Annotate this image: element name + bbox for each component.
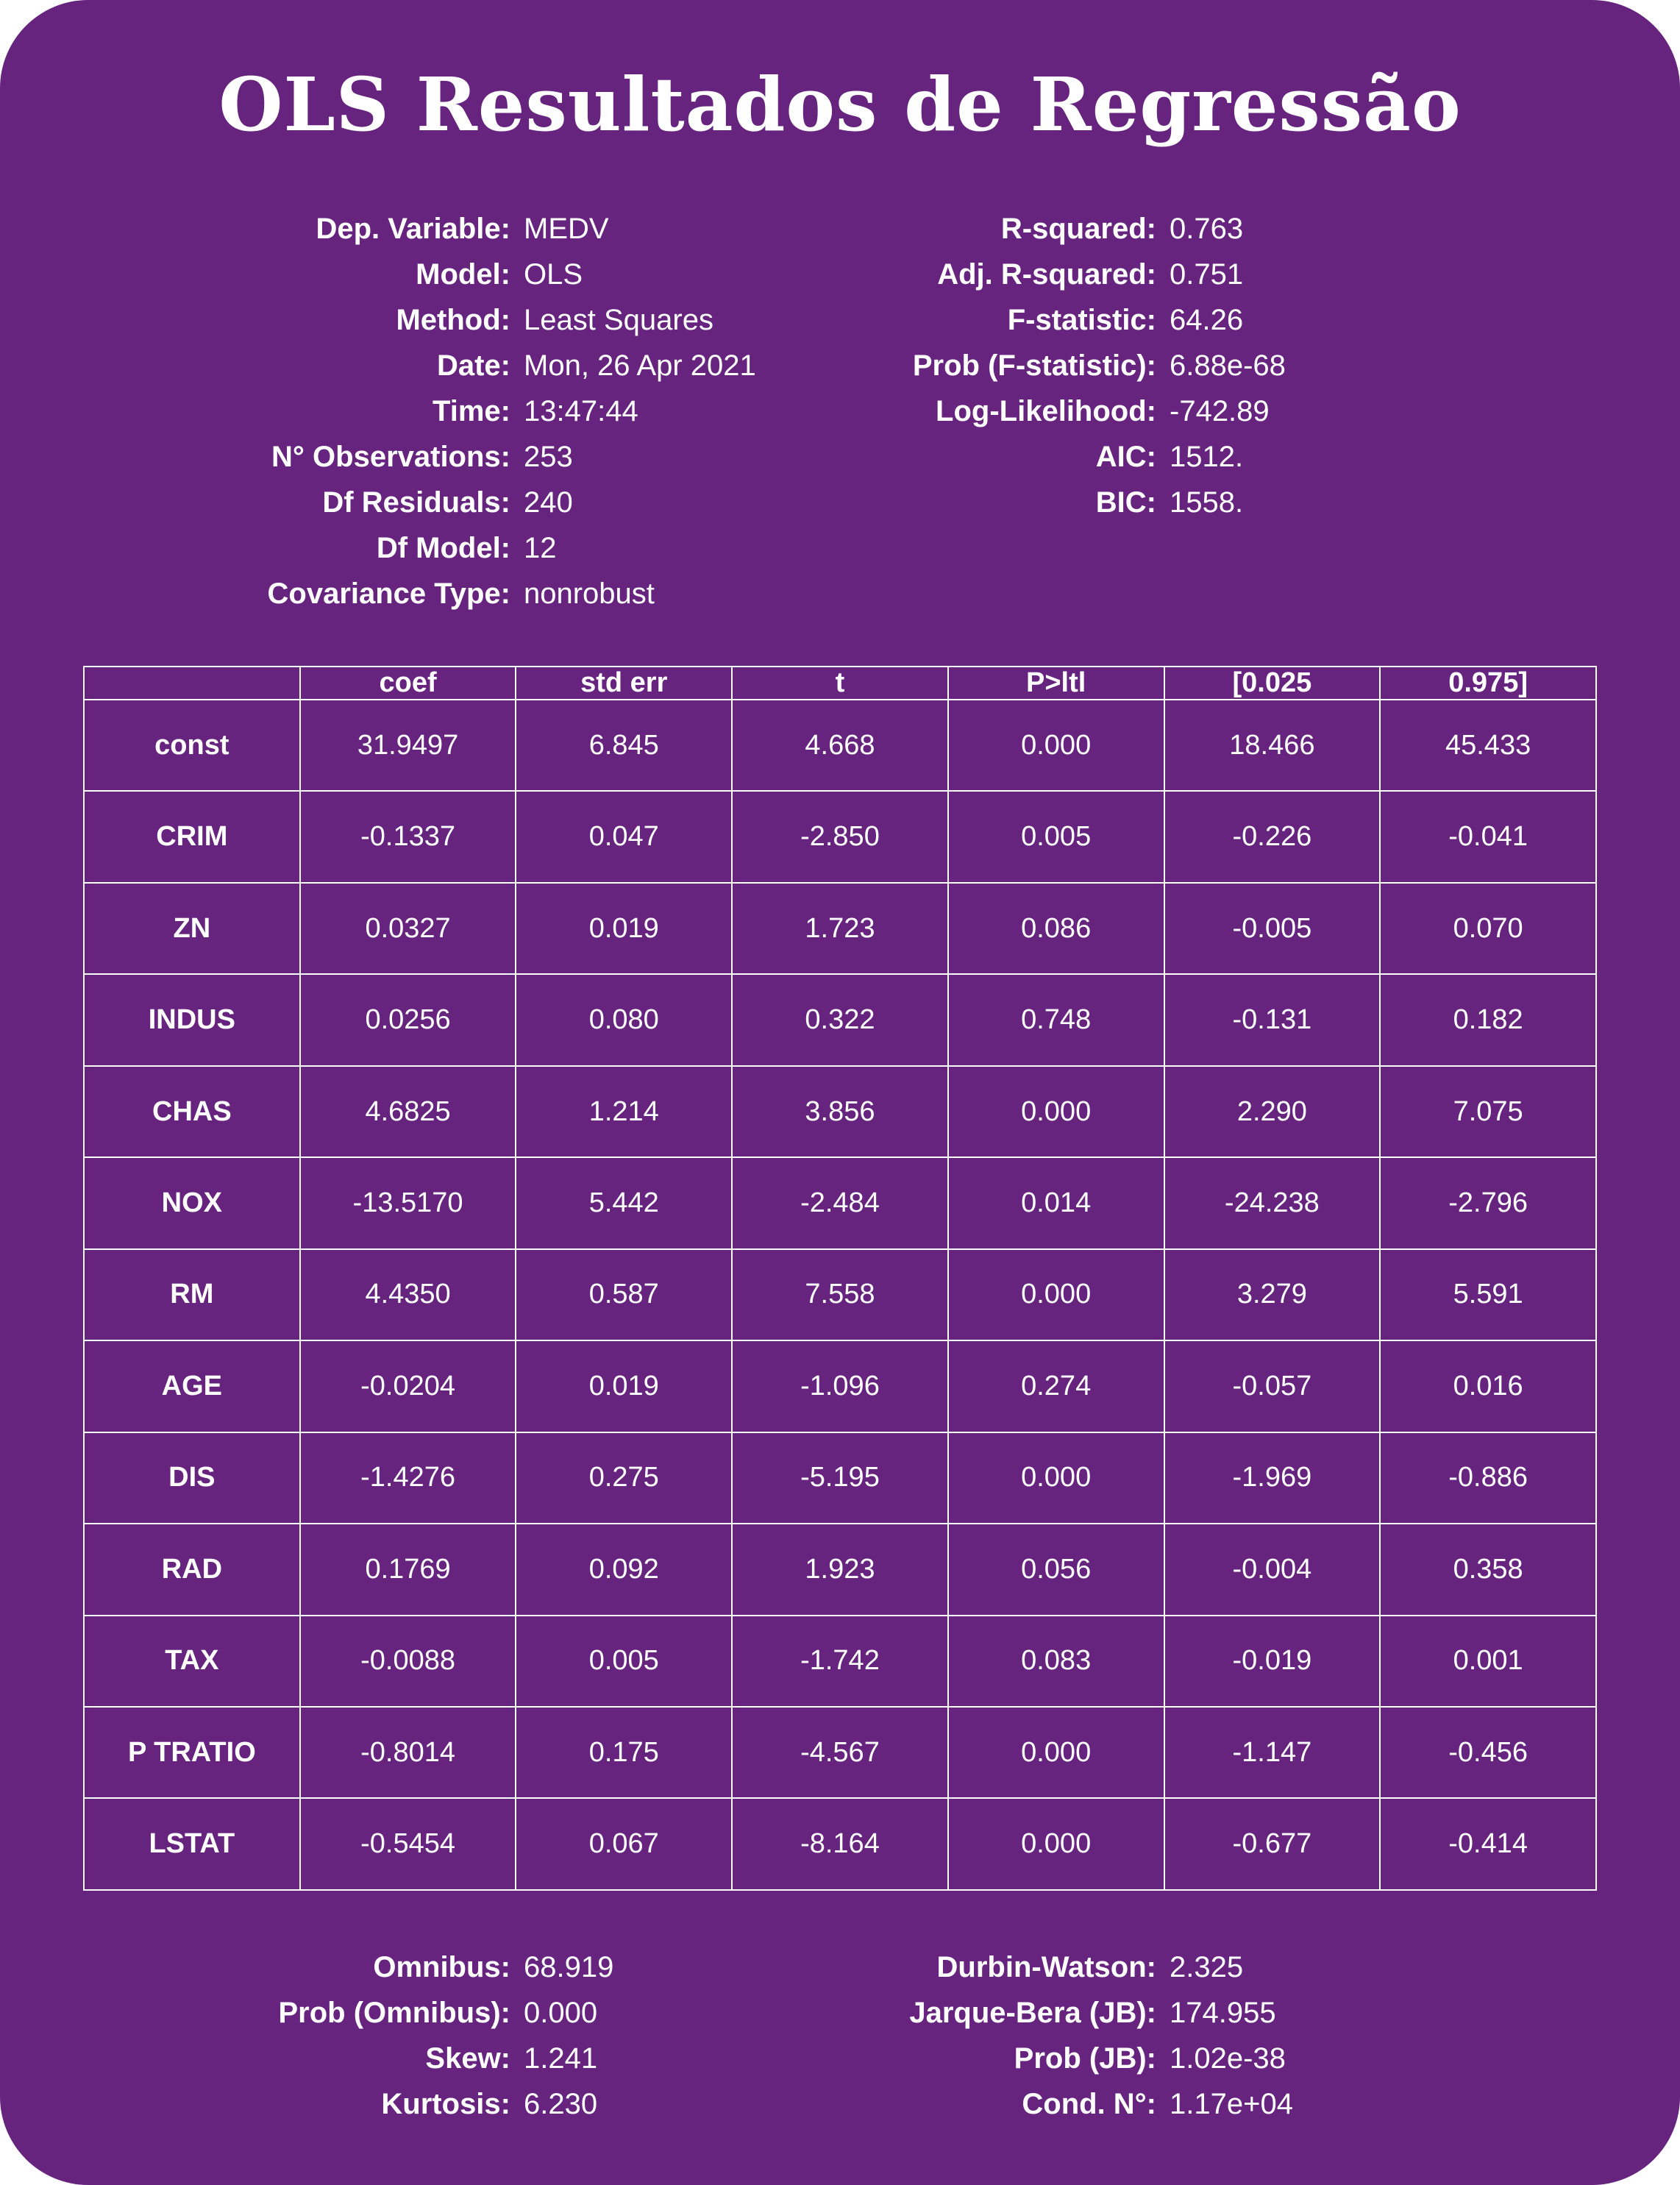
value-cell: 0.067 (516, 1798, 732, 1890)
table-row (84, 1066, 1596, 1157)
stat-value: 68.919 (524, 1951, 614, 1983)
stat-value: 0.751 (1170, 258, 1244, 291)
value-cell: -13.5170 (300, 1157, 516, 1248)
value-cell: 0.0327 (300, 883, 516, 974)
column-header: P>ltl (948, 667, 1164, 700)
table-row (84, 1340, 1596, 1432)
table-row (84, 1249, 1596, 1340)
value-cell: 5.591 (1380, 1249, 1596, 1340)
stat-label: N° Observations: (271, 441, 510, 473)
table-row (84, 1616, 1596, 1707)
stat-row (74, 388, 756, 434)
value-cell: 7.558 (732, 1249, 948, 1340)
column-header: 0.975] (1380, 667, 1596, 700)
value-cell: 0.019 (516, 883, 732, 974)
stat-value: 174.955 (1170, 1997, 1276, 2029)
value-cell: -0.131 (1164, 974, 1381, 1065)
value-cell: -1.147 (1164, 1707, 1381, 1798)
value-cell: 0.014 (948, 1157, 1164, 1248)
stat-label: Cond. N°: (1022, 2088, 1156, 2120)
variable-name-cell: const (84, 700, 300, 791)
value-cell: 0.000 (948, 1066, 1164, 1157)
value-cell: -2.484 (732, 1157, 948, 1248)
header-corner-cell (84, 667, 300, 700)
value-cell: -0.677 (1164, 1798, 1381, 1890)
value-cell: -0.5454 (300, 1798, 516, 1890)
stat-label: Jarque-Bera (JB): (909, 1997, 1156, 2029)
value-cell: 0.070 (1380, 883, 1596, 974)
stat-value: nonrobust (524, 578, 655, 610)
value-cell: -4.567 (732, 1707, 948, 1798)
column-header: t (732, 667, 948, 700)
stat-label: Omnibus: (373, 1951, 510, 1983)
stat-label: Prob (F-statistic): (912, 349, 1156, 382)
value-cell: 0.047 (516, 791, 732, 882)
stat-row (74, 1944, 613, 1990)
variable-name-cell: AGE (84, 1340, 300, 1432)
value-cell: 1.214 (516, 1066, 732, 1157)
value-cell: 1.923 (732, 1524, 948, 1615)
stat-row (736, 297, 1286, 343)
stat-row (74, 1990, 613, 2036)
value-cell: 45.433 (1380, 700, 1596, 791)
stat-row (736, 343, 1286, 388)
stat-row (736, 480, 1286, 525)
column-header: std err (516, 667, 732, 700)
value-cell: 0.086 (948, 883, 1164, 974)
stat-row (736, 252, 1286, 297)
table-row (84, 974, 1596, 1065)
stat-value: Least Squares (524, 304, 713, 336)
stat-value: 2.325 (1170, 1951, 1244, 1983)
value-cell: 0.092 (516, 1524, 732, 1615)
stat-row (74, 297, 756, 343)
value-cell: 2.290 (1164, 1066, 1381, 1157)
value-cell: -1.4276 (300, 1432, 516, 1524)
variable-name-cell: CHAS (84, 1066, 300, 1157)
value-cell: -1.742 (732, 1616, 948, 1707)
stat-label: Kurtosis: (381, 2088, 510, 2120)
stat-value: 1.02e-38 (1170, 2042, 1286, 2075)
stat-row (74, 434, 756, 480)
value-cell: 0.748 (948, 974, 1164, 1065)
stat-row (74, 343, 756, 388)
value-cell: -2.850 (732, 791, 948, 882)
column-header: coef (300, 667, 516, 700)
value-cell: 4.6825 (300, 1066, 516, 1157)
page-title: OLS Resultados de Regressão (218, 61, 1462, 148)
variable-name-cell: ZN (84, 883, 300, 974)
stat-label: R-squared: (1000, 213, 1156, 245)
value-cell: 0.175 (516, 1707, 732, 1798)
variable-name-cell: NOX (84, 1157, 300, 1248)
stat-label: Df Residuals: (322, 486, 510, 519)
stat-label: BIC: (1095, 486, 1156, 519)
value-cell: 6.845 (516, 700, 732, 791)
value-cell: 0.000 (948, 700, 1164, 791)
stat-value: 6.230 (524, 2088, 598, 2120)
diagnostics-left (74, 1944, 613, 2127)
value-cell: -0.456 (1380, 1707, 1596, 1798)
stat-value: 0.763 (1170, 213, 1244, 245)
stat-value: 1558. (1170, 486, 1244, 519)
value-cell: -0.886 (1380, 1432, 1596, 1524)
stat-label: Method: (396, 304, 510, 336)
value-cell: -0.0204 (300, 1340, 516, 1432)
stat-row (74, 2081, 613, 2127)
value-cell: 0.000 (948, 1798, 1164, 1890)
stat-label: Time: (433, 395, 510, 427)
value-cell: 0.1769 (300, 1524, 516, 1615)
value-cell: 0.000 (948, 1249, 1164, 1340)
variable-name-cell: RM (84, 1249, 300, 1340)
table-row (84, 883, 1596, 974)
stat-label: Adj. R-squared: (937, 258, 1156, 291)
table-row (84, 1157, 1596, 1248)
value-cell: 1.723 (732, 883, 948, 974)
value-cell: 0.080 (516, 974, 732, 1065)
value-cell: -0.226 (1164, 791, 1381, 882)
stat-value: OLS (524, 258, 583, 291)
stat-label: F-statistic: (1007, 304, 1156, 336)
value-cell: 0.0256 (300, 974, 516, 1065)
stat-value: 1.17e+04 (1170, 2088, 1293, 2120)
value-cell: 0.274 (948, 1340, 1164, 1432)
variable-name-cell: RAD (84, 1524, 300, 1615)
stat-row (74, 571, 756, 617)
value-cell: -0.041 (1380, 791, 1596, 882)
stat-value: 253 (524, 441, 573, 473)
table-header-row (84, 667, 1596, 700)
stat-row (74, 2036, 613, 2081)
stat-row (736, 2036, 1293, 2081)
stat-value: 13:47:44 (524, 395, 638, 427)
value-cell: 5.442 (516, 1157, 732, 1248)
model-info-right (736, 206, 1286, 525)
stat-value: 64.26 (1170, 304, 1244, 336)
stat-value: 12 (524, 532, 557, 564)
stat-row (736, 1990, 1293, 2036)
value-cell: 18.466 (1164, 700, 1381, 791)
stat-label: Model: (416, 258, 510, 291)
diagnostics-right (736, 1944, 1293, 2127)
stat-label: Durbin-Watson: (936, 1951, 1156, 1983)
stat-row (74, 252, 756, 297)
stat-label: Prob (JB): (1014, 2042, 1156, 2075)
stat-label: AIC: (1095, 441, 1156, 473)
value-cell: -0.005 (1164, 883, 1381, 974)
table-row (84, 1432, 1596, 1524)
table-row (84, 1798, 1596, 1890)
stat-row (736, 206, 1286, 252)
value-cell: -24.238 (1164, 1157, 1381, 1248)
stat-label: Log-Likelihood: (936, 395, 1156, 427)
value-cell: -0.057 (1164, 1340, 1381, 1432)
variable-name-cell: LSTAT (84, 1798, 300, 1890)
stat-label: Prob (Omnibus): (278, 1997, 510, 2029)
value-cell: 0.019 (516, 1340, 732, 1432)
table-row (84, 1524, 1596, 1615)
value-cell: 0.587 (516, 1249, 732, 1340)
value-cell: 0.005 (516, 1616, 732, 1707)
stat-label: Dep. Variable: (316, 213, 510, 245)
table-row (84, 1707, 1596, 1798)
stat-label: Date: (436, 349, 510, 382)
value-cell: -1.969 (1164, 1432, 1381, 1524)
stat-label: Covariance Type: (267, 578, 510, 610)
variable-name-cell: CRIM (84, 791, 300, 882)
value-cell: 0.182 (1380, 974, 1596, 1065)
stat-value: MEDV (524, 213, 609, 245)
stat-label: Skew: (425, 2042, 510, 2075)
variable-name-cell: TAX (84, 1616, 300, 1707)
value-cell: 4.668 (732, 700, 948, 791)
value-cell: -0.019 (1164, 1616, 1381, 1707)
stat-value: 240 (524, 486, 573, 519)
value-cell: -0.8014 (300, 1707, 516, 1798)
column-header: [0.025 (1164, 667, 1381, 700)
stat-value: 1.241 (524, 2042, 598, 2075)
value-cell: 0.016 (1380, 1340, 1596, 1432)
stat-row (736, 434, 1286, 480)
stat-value: -742.89 (1170, 395, 1270, 427)
stat-value: 1512. (1170, 441, 1244, 473)
stat-row (736, 388, 1286, 434)
value-cell: 0.056 (948, 1524, 1164, 1615)
coefficients-table (83, 666, 1597, 1891)
value-cell: -8.164 (732, 1798, 948, 1890)
variable-name-cell: INDUS (84, 974, 300, 1065)
value-cell: 0.005 (948, 791, 1164, 882)
stat-row (74, 206, 756, 252)
value-cell: 0.001 (1380, 1616, 1596, 1707)
value-cell: 0.322 (732, 974, 948, 1065)
model-info-left (74, 206, 756, 617)
value-cell: 31.9497 (300, 700, 516, 791)
variable-name-cell: DIS (84, 1432, 300, 1524)
stat-label: Df Model: (376, 532, 510, 564)
variable-name-cell: P TRATIO (84, 1707, 300, 1798)
value-cell: 7.075 (1380, 1066, 1596, 1157)
stat-row (736, 1944, 1293, 1990)
value-cell: 0.358 (1380, 1524, 1596, 1615)
value-cell: 3.856 (732, 1066, 948, 1157)
value-cell: -1.096 (732, 1340, 948, 1432)
value-cell: 0.275 (516, 1432, 732, 1524)
value-cell: -0.0088 (300, 1616, 516, 1707)
value-cell: -0.004 (1164, 1524, 1381, 1615)
table-row (84, 791, 1596, 882)
table-row (84, 700, 1596, 791)
stat-row (74, 480, 756, 525)
value-cell: -0.1337 (300, 791, 516, 882)
value-cell: 4.4350 (300, 1249, 516, 1340)
value-cell: 0.083 (948, 1616, 1164, 1707)
value-cell: -2.796 (1380, 1157, 1596, 1248)
stat-value: Mon, 26 Apr 2021 (524, 349, 756, 382)
stat-value: 6.88e-68 (1170, 349, 1286, 382)
value-cell: -5.195 (732, 1432, 948, 1524)
value-cell: 0.000 (948, 1707, 1164, 1798)
value-cell: -0.414 (1380, 1798, 1596, 1890)
stat-value: 0.000 (524, 1997, 598, 2029)
stat-row (736, 2081, 1293, 2127)
value-cell: 3.279 (1164, 1249, 1381, 1340)
stat-row (74, 525, 756, 571)
value-cell: 0.000 (948, 1432, 1164, 1524)
